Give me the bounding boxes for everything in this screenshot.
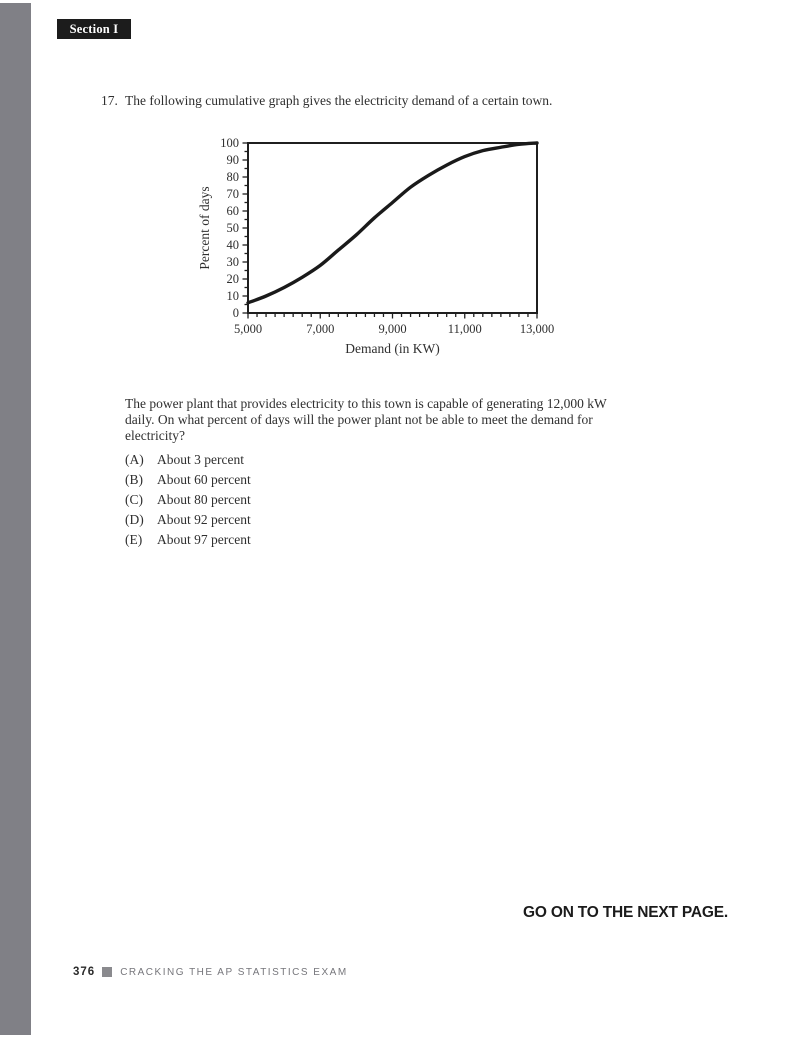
svg-text:13,000: 13,000 <box>519 322 555 336</box>
svg-text:40: 40 <box>226 238 239 253</box>
x-axis <box>234 313 554 336</box>
answer-choices <box>125 452 251 552</box>
section-badge <box>57 19 131 39</box>
page-edge-strip <box>0 3 31 1035</box>
svg-text:70: 70 <box>226 187 239 202</box>
svg-text:80: 80 <box>226 170 239 185</box>
svg-text:11,000: 11,000 <box>447 322 482 336</box>
choice-text: About 3 percent <box>157 452 244 467</box>
choice-row-e <box>125 532 251 552</box>
question-intro-text: The following cumulative graph gives the electricity demand of a certain town. <box>125 93 553 108</box>
choice-text: About 80 percent <box>157 492 251 507</box>
svg-text:90: 90 <box>226 153 239 168</box>
svg-text:10: 10 <box>226 289 239 304</box>
question-prompt: The power plant that provides electricity to this town is capable of generating 12,000 kW daily. On what percent of days will the power plant not be able to meet the demand for electricity? <box>125 396 607 443</box>
book-title: CRACKING THE AP STATISTICS EXAM <box>120 966 348 978</box>
svg-text:7,000: 7,000 <box>306 322 335 336</box>
svg-text:50: 50 <box>226 221 239 236</box>
choice-letter: (C) <box>125 492 143 507</box>
choice-letter: (D) <box>125 512 144 527</box>
choice-letter: (E) <box>125 532 143 547</box>
cumulative-demand-chart <box>170 128 590 368</box>
choice-row-a <box>125 452 251 472</box>
choice-row-b <box>125 472 251 492</box>
svg-text:9,000: 9,000 <box>378 322 407 336</box>
choice-letter: (B) <box>125 472 143 487</box>
plot-box <box>248 143 537 313</box>
choice-row-c <box>125 492 251 512</box>
question-intro-line <box>101 93 552 109</box>
svg-text:5,000: 5,000 <box>233 322 263 336</box>
demand-curve <box>248 143 537 303</box>
question-number: 17. <box>101 93 118 108</box>
x-axis-title: Demand (in KW) <box>345 341 440 356</box>
page-number: 376 <box>73 966 96 978</box>
section-badge-label: Section I <box>69 21 119 36</box>
choice-letter: (A) <box>125 452 144 467</box>
choice-text: About 60 percent <box>157 472 251 487</box>
y-axis <box>220 136 248 320</box>
cumulative-demand-chart-svg <box>170 128 590 368</box>
svg-text:60: 60 <box>226 204 239 219</box>
page-footer <box>73 966 348 978</box>
footer-square-icon <box>102 967 112 977</box>
svg-text:30: 30 <box>226 255 239 270</box>
svg-text:100: 100 <box>220 136 239 151</box>
go-on-instruction: GO ON TO THE NEXT PAGE. <box>523 904 728 921</box>
choice-row-d <box>125 512 251 532</box>
choice-text: About 92 percent <box>157 512 251 527</box>
svg-text:20: 20 <box>226 272 239 287</box>
y-axis-title: Percent of days <box>197 186 212 270</box>
svg-text:0: 0 <box>232 306 239 321</box>
choice-text: About 97 percent <box>157 532 251 547</box>
